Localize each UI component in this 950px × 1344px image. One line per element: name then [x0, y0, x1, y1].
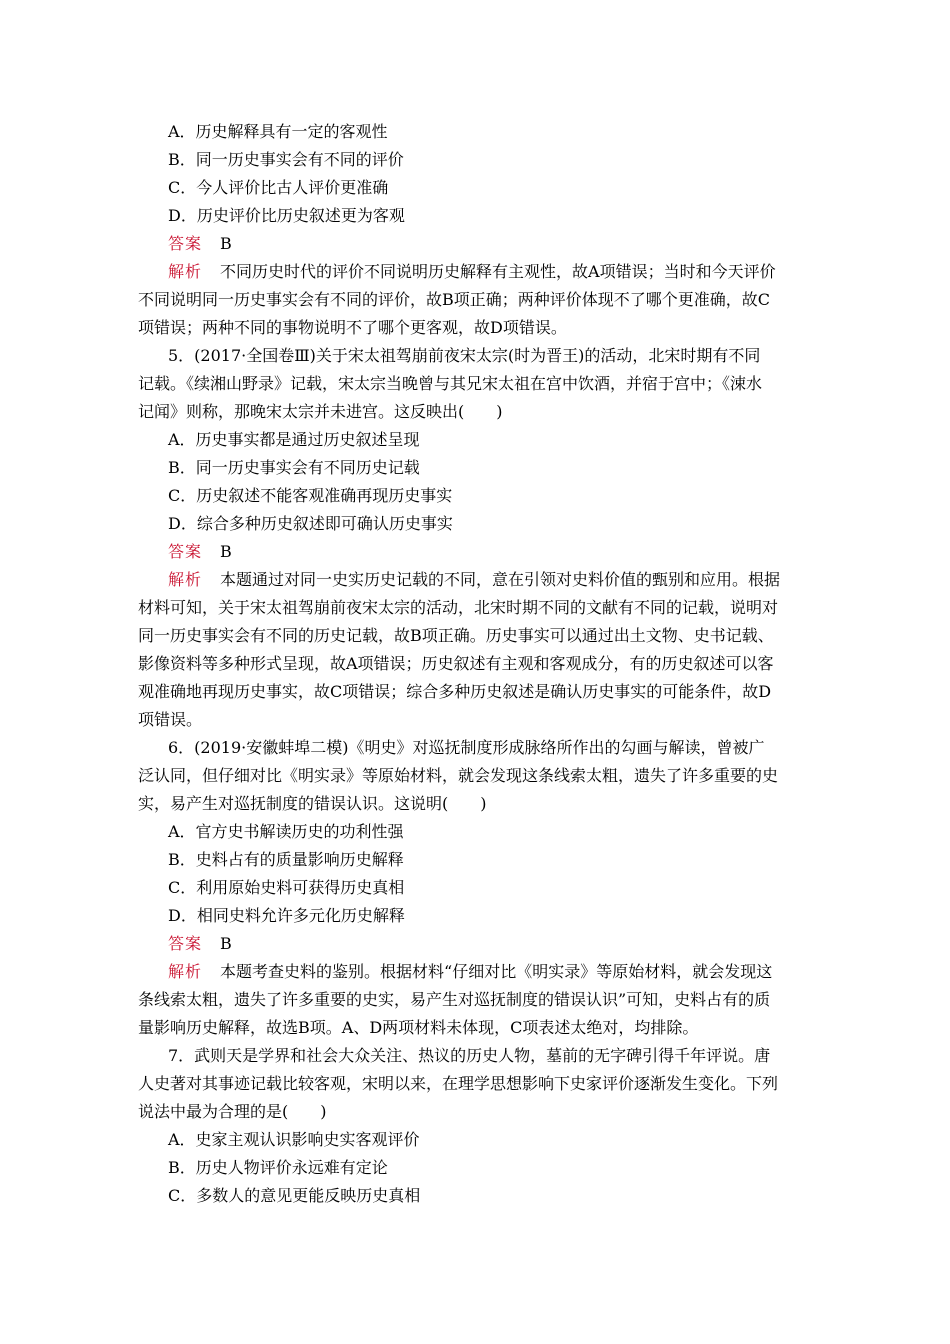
q5-analysis-line-6: 项错误。	[138, 710, 203, 729]
q4-option-d: D．历史评价比历史叙述更为客观	[168, 206, 405, 225]
q5-stem-line-1: 5．(2017·全国卷Ⅲ)关于宋太祖驾崩前夜宋太宗(时为晋王)的活动，北宋时期有不同	[168, 346, 761, 365]
analysis-label: 解析	[168, 570, 203, 589]
q5-analysis-line-4: 影像资料等多种形式呈现，故A项错误；历史叙述有主观和客观成分，有的历史叙述可以客	[138, 654, 774, 673]
q5-option-d: D．综合多种历史叙述即可确认历史事实	[168, 514, 453, 533]
q7-option-a: A．史家主观认识影响史实客观评价	[168, 1130, 420, 1149]
q5-stem-line-3: 记闻》则称，那晚宋太宗并未进宫。这反映出( )	[138, 402, 503, 421]
answer-value: B	[220, 234, 232, 253]
q6-option-c: C．利用原始史料可获得历史真相	[168, 878, 405, 897]
q5-stem-line-2: 记载。《续湘山野录》记载，宋太宗当晚曾与其兄宋太祖在宫中饮酒，并宿于宫中；《涑水	[138, 374, 763, 393]
answer-label: 答案	[168, 234, 203, 253]
q5-option-b: B．同一历史事实会有不同历史记载	[168, 458, 420, 477]
q6-stem-line-1: 6．(2019·安徽蚌埠二模)《明史》对巡抚制度形成脉络所作出的勾画与解读，曾被广	[168, 738, 765, 757]
q4-option-b: B．同一历史事实会有不同的评价	[168, 150, 404, 169]
q6-option-d: D．相同史料允许多元化历史解释	[168, 906, 405, 925]
analysis-text: 不同历史时代的评价不同说明历史解释有主观性，故A项错误；当时和今天评价	[220, 262, 776, 281]
answer-label: 答案	[168, 542, 203, 561]
q6-stem-line-3: 实，易产生对巡抚制度的错误认识。这说明( )	[138, 794, 487, 813]
q6-answer	[168, 933, 232, 955]
q5-option-a: A．历史事实都是通过历史叙述呈现	[168, 430, 420, 449]
q6-option-b: B．史料占有的质量影响历史解释	[168, 850, 404, 869]
analysis-text: 本题通过对同一史实历史记载的不同，意在引领对史料价值的甄别和应用。根据	[220, 570, 781, 589]
q4-answer	[168, 233, 232, 255]
q4-analysis-line-1	[168, 261, 776, 283]
q5-analysis-line-3: 同一历史事实会有不同的历史记载，故B项正确。历史事实可以通过出土文物、史书记载、	[138, 626, 774, 645]
q7-stem-line-3: 说法中最为合理的是( )	[138, 1102, 327, 1121]
q4-analysis-line-2: 不同说明同一历史事实会有不同的评价，故B项正确；两种评价体现不了哪个更准确，故C	[138, 290, 771, 309]
analysis-text: 本题考查史料的鉴别。根据材料“仔细对比《明实录》等原始材料，就会发现这	[220, 962, 773, 981]
q4-analysis-line-3: 项错误；两种不同的事物说明不了哪个更客观，故D项错误。	[138, 318, 567, 337]
analysis-label: 解析	[168, 962, 203, 981]
q6-option-a: A．官方史书解读历史的功利性强	[168, 822, 404, 841]
answer-value: B	[220, 542, 232, 561]
q7-option-b: B．历史人物评价永远难有定论	[168, 1158, 388, 1177]
q5-analysis-line-2: 材料可知，关于宋太祖驾崩前夜宋太宗的活动，北宋时期不同的文献有不同的记载，说明对	[138, 598, 779, 617]
answer-label: 答案	[168, 934, 203, 953]
q4-option-a: A．历史解释具有一定的客观性	[168, 122, 388, 141]
q6-stem-line-2: 泛认同，但仔细对比《明实录》等原始材料，就会发现这条线索太粗，遗失了许多重要的史	[138, 766, 779, 785]
analysis-label: 解析	[168, 262, 203, 281]
q7-stem-line-2: 人史著对其事迹记载比较客观，宋明以来，在理学思想影响下史家评价逐渐发生变化。下列	[138, 1074, 779, 1093]
q7-stem-line-1: 7．武则天是学界和社会大众关注、热议的历史人物，墓前的无字碑引得千年评说。唐	[168, 1046, 771, 1065]
q5-answer	[168, 541, 232, 563]
q5-analysis-line-1	[168, 569, 780, 591]
q6-analysis-line-3: 量影响历史解释，故选B项。A、D两项材料未体现，C项表述太绝对，均排除。	[138, 1018, 699, 1037]
q6-analysis-line-2: 条线索太粗，遗失了许多重要的史实，易产生对巡抚制度的错误认识”可知，史料占有的质	[138, 990, 771, 1009]
q5-analysis-line-5: 观准确地再现历史事实，故C项错误；综合多种历史叙述是确认历史事实的可能条件，故D	[138, 682, 772, 701]
q6-analysis-line-1	[168, 961, 772, 983]
q5-option-c: C．历史叙述不能客观准确再现历史事实	[168, 486, 453, 505]
q7-option-c: C．多数人的意见更能反映历史真相	[168, 1186, 421, 1205]
answer-value: B	[220, 934, 232, 953]
q4-option-c: C．今人评价比古人评价更准确	[168, 178, 389, 197]
